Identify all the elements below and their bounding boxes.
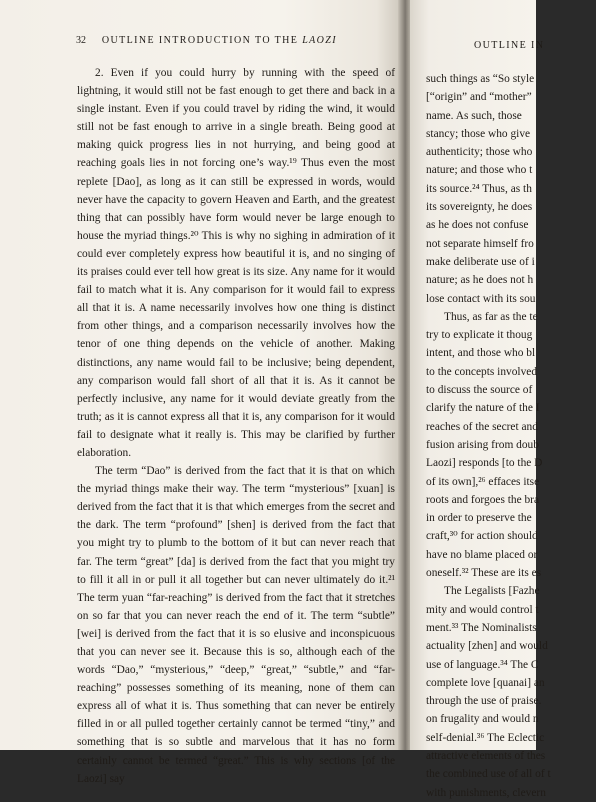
text-line: craft,³⁰ for action should [426, 530, 538, 543]
paragraph-1: 2. Even if you could hurry by running with the speed of lightning, it would still not be fast enough to get there and back in a single instant. Even if you could travel by riding the wind, it would still not be fast enough to arrive in a single breath. Being good at making quick progress lies in not hurrying, and being good at reaching goals lies in not forcing one’s way.¹⁹ Thus even the most replete [Dao], as long as it can still be expressed in words, would never have the capacity to govern Heaven and Earth, and the greatest thing that can possibly have form would never be large enough to house the myriad things.²⁰ This is why no sighing in admiration of it could ever completely express how beautiful it is, and no singing of its praises could ever tell how great is its size. Any name for it would fail to match what it is. Any comparison for it would fail to express all that it is. A name necessarily involves how one thing is distinct from other things, and a comparison necessarily involves how the tenor of one thing depends on the vehicle of another. Making distinctions, any name would fail to be inclusive; being dependent, any comparison would fall short of all that it is. As it cannot be perfectly inclusive, any name for it would deviate greatly from the truth; as it is cannot express all that it is, any comparison for it would fail to designate what it really is. This may be clarified by further elaboration. [77, 67, 395, 459]
text-line: on frugality and would n [426, 713, 539, 726]
header-title-italic: LAOZI [302, 35, 337, 46]
right-page-body [426, 70, 596, 802]
text-line: The Legalists [Fazhe [444, 585, 540, 598]
text-line: roots and forgoes the bra [426, 493, 540, 506]
text-line: reaches of the secret and [426, 420, 538, 433]
text-line: not separate himself fro [426, 237, 534, 250]
text-line: actuality [zhen] and would [426, 640, 548, 653]
text-line: in order to preserve the [426, 512, 532, 525]
text-line: oneself.³² These are its es [426, 567, 542, 580]
text-line: its source.²⁴ Thus, as th [426, 182, 532, 195]
text-line: stancy; those who give [426, 127, 531, 140]
text-line: have no blame placed or [426, 548, 538, 561]
text-line: its sovereignty, he does [426, 201, 533, 214]
text-line: use of language.³⁴ The C [426, 658, 539, 671]
running-header-left [76, 35, 337, 46]
text-line: nature; and those who t [426, 164, 533, 177]
text-line: through the use of praise. [426, 695, 542, 708]
page-number: 32 [76, 35, 86, 46]
text-line: intent, and those who bl [426, 347, 536, 360]
text-line: of its own],²⁶ effaces itse [426, 475, 540, 488]
text-line: self-denial.³⁶ The Eclectic [426, 731, 545, 744]
left-page-body [77, 64, 395, 788]
text-line: fusion arising from doub [426, 438, 539, 451]
right-page [410, 0, 551, 799]
text-line: attractive elements of thes [426, 749, 546, 762]
text-line: nature; as he does not h [426, 274, 534, 287]
text-line: try to explicate it thoug [426, 329, 533, 342]
header-title: OUTLINE INTRODUCTION TO THE [101, 35, 303, 46]
text-line: complete love [quanai] an [426, 676, 545, 689]
text-line: the combined use of all of t [426, 768, 551, 781]
running-header-right: OUTLINE IN [474, 40, 545, 51]
text-line: [“origin” and “mother” [426, 91, 532, 104]
text-line: lose contact with its sou [426, 292, 536, 305]
text-line: Thus, as far as the te [444, 310, 538, 323]
text-line: mity and would control t [426, 603, 539, 616]
text-line: with punishments, clevern [426, 786, 546, 799]
text-line: to discuss the source of [426, 384, 533, 397]
paragraph-2: The term “Dao” is derived from the fact that it is that on which the myriad things make their way. The term “mysterious” [xuan] is derived from the fact that it is that which emerges from the secret and the dark. The term “profound” [shen] is derived from the fact that you might try to plumb to the bottom of it but can never reach that far. The term “great” [da] is derived from the fact that you might try to fill it all in or pull it all together but can never ultimately do it.²¹ The term yuan “far-reaching” is derived from the fact that it stretches on so far that you can never reach the end of it. The term “subtle” [wei] is derived from the fact that it is so elusive and inconspicuous that you can never see it. Because this is so, although each of the words “Dao,” “mysterious,” “deep,” “great,” “subtle,” and “far-reaching” possesses something of its meaning, none of them can express all of what it is. Thus something that can never be entirely filled in or all pulled together certainly cannot be termed “tiny,” and something that is so subtle and marvelous that it has no form certainly cannot be termed “great.” This is why sections [of the Laozi] say [77, 465, 395, 785]
text-line: make deliberate use of i [426, 255, 535, 268]
text-line: clarify the nature of the I [426, 402, 540, 415]
text-line: ment.³³ The Nominalists [426, 621, 537, 634]
text-line: Laozi] responds [to the D [426, 457, 543, 470]
text-line: as he does not confuse [426, 219, 529, 232]
text-line: such things as “So style [426, 73, 535, 85]
text-line: authenticity; those who [426, 146, 533, 159]
text-line: name. As such, those [426, 109, 522, 122]
text-line: to the concepts involved [426, 365, 538, 378]
